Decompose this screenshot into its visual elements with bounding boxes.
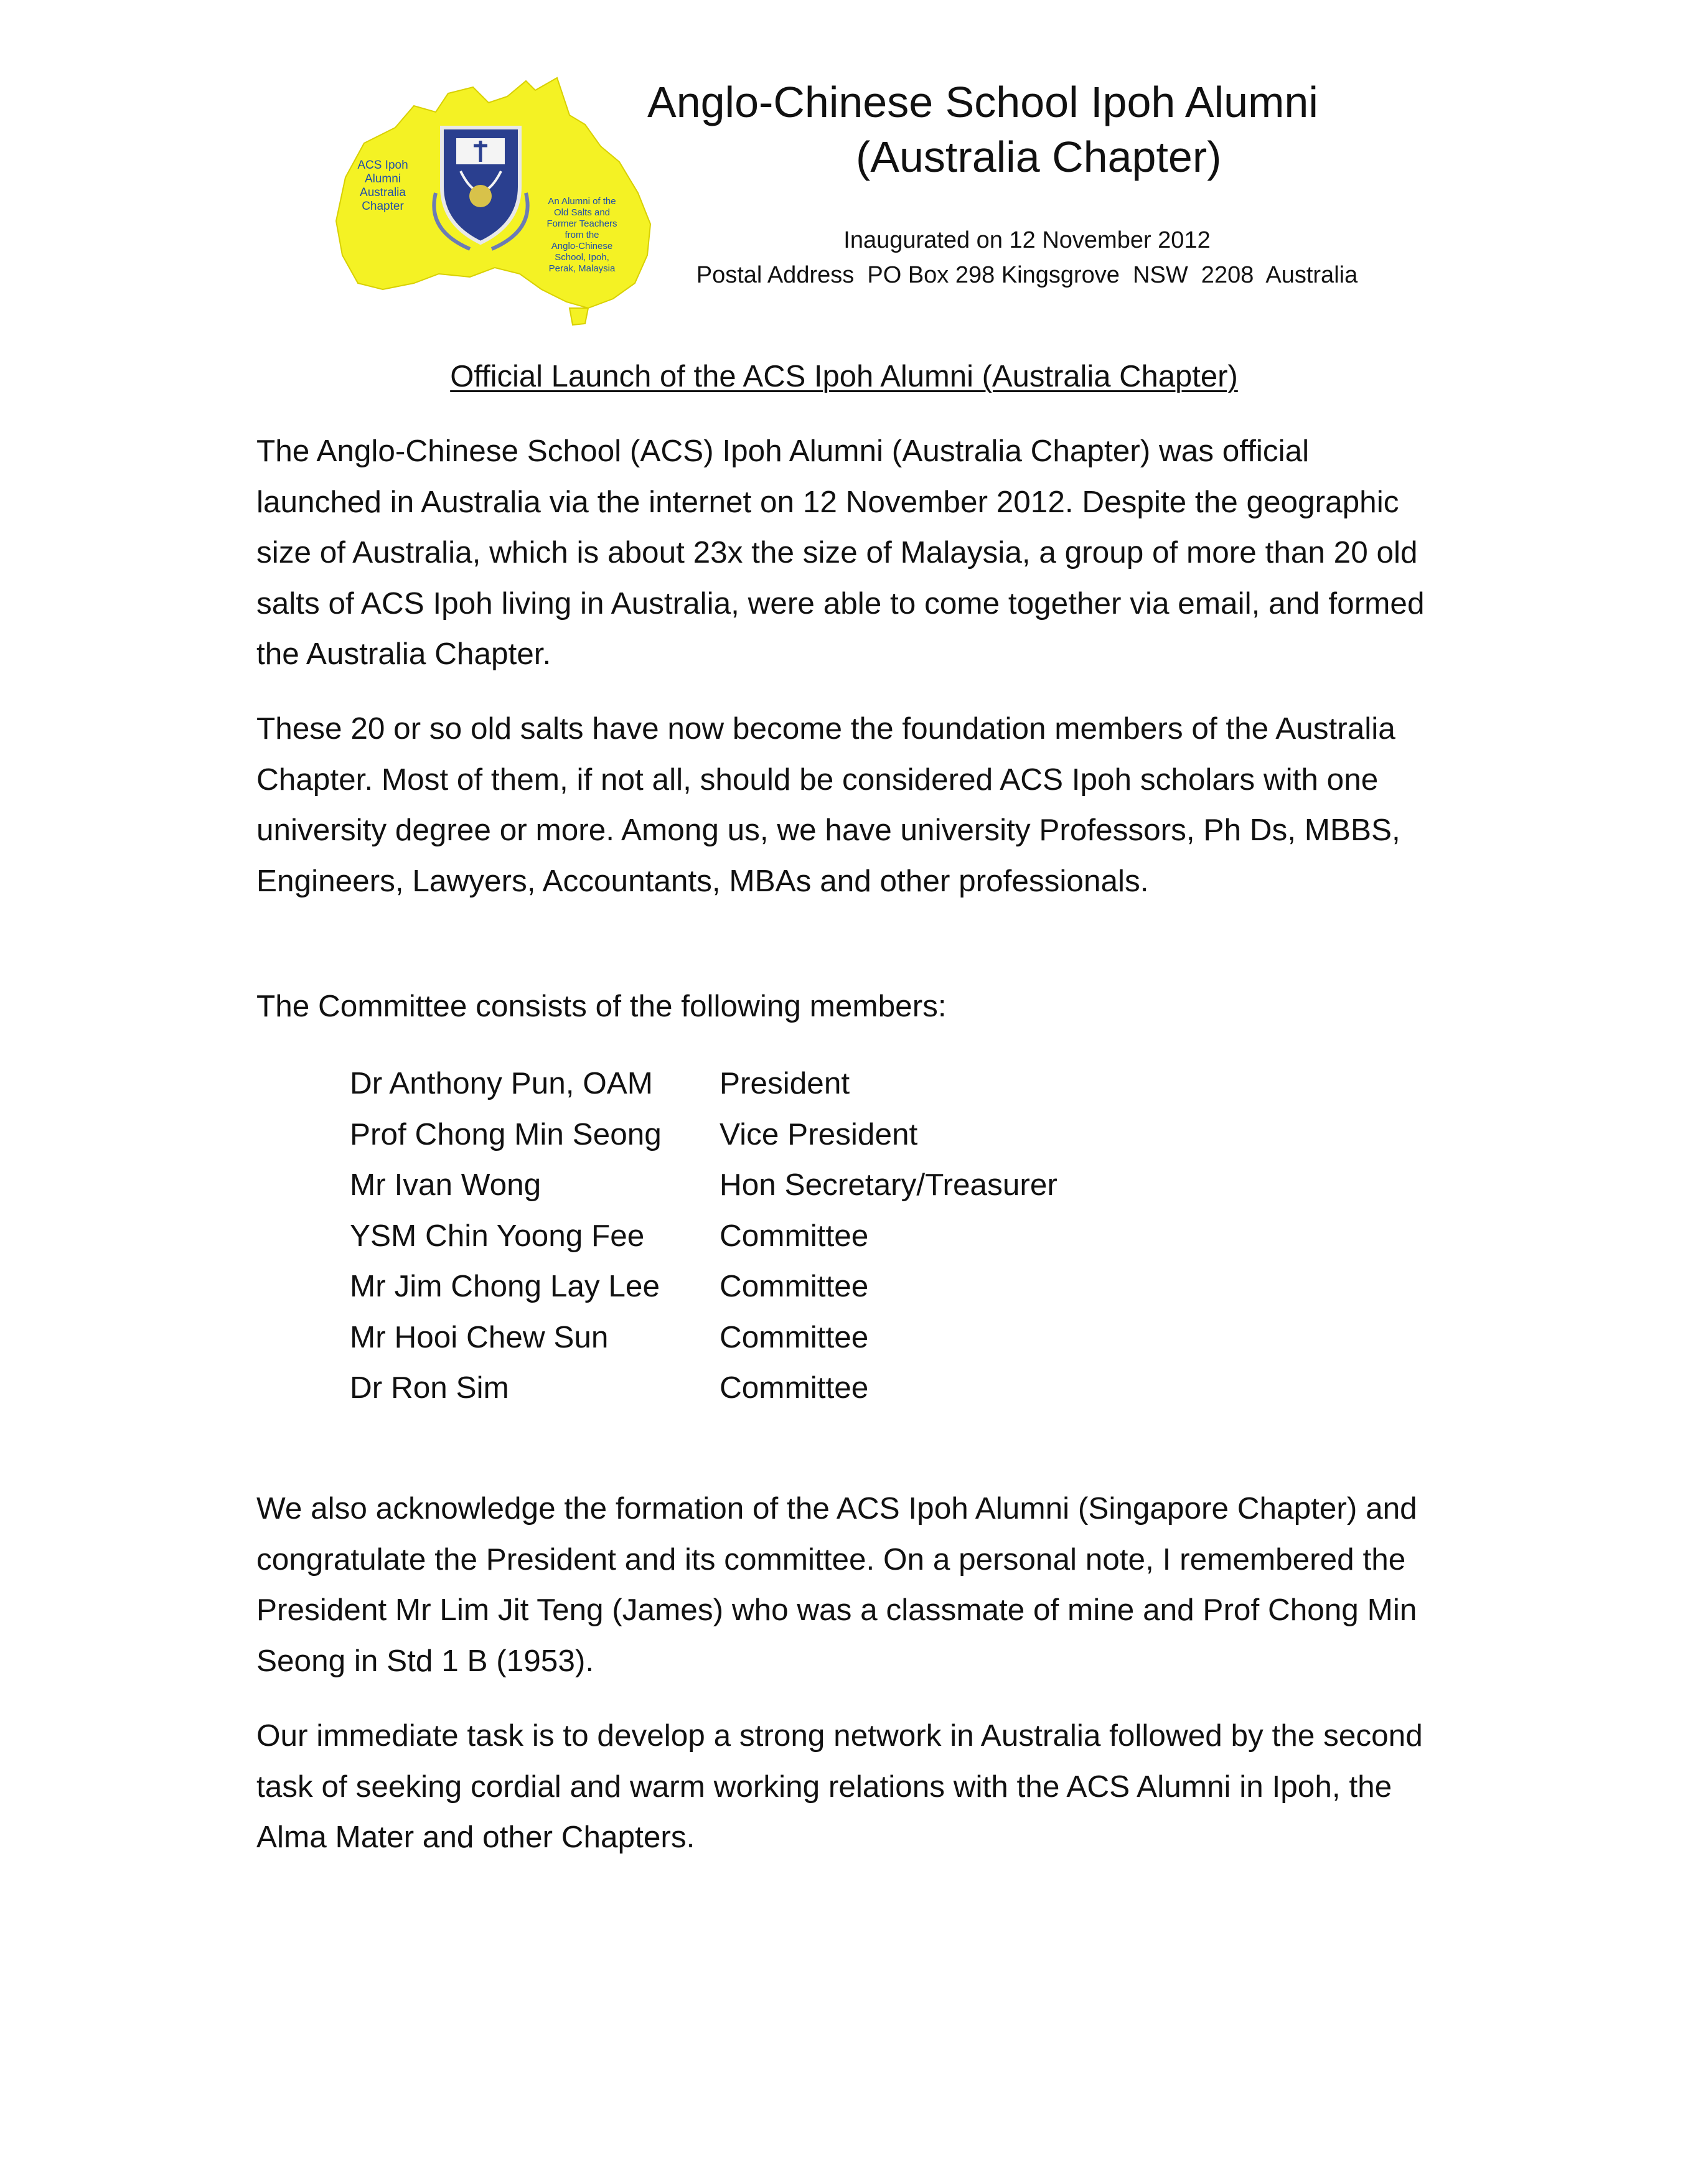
member-name: Mr Jim Chong Lay Lee — [350, 1269, 660, 1303]
member-role: Committee — [720, 1371, 869, 1405]
committee-row — [350, 1160, 1159, 1211]
member-role: President — [720, 1066, 850, 1100]
member-name: YSM Chin Yoong Fee — [350, 1218, 645, 1253]
paragraph-singapore-chapter: We also acknowledge the formation of the ACS Ipoh Alumni (Singapore Chapter) and congratulate the President and its committee. On a personal note, I remembered the President Mr Lim Jit Teng (James) who was a classmate of mine and Prof Chong Min Seong in Std 1 B (1953). — [256, 1491, 1417, 1678]
paragraph-launch: The Anglo-Chinese School (ACS) Ipoh Alumni (Australia Chapter) was official launched in Australia via the internet on 12 November 2012. Despite the geographic size of Australia, which is about 23x the size of Malaysia, a group of more than 20 old salts of ACS Ipoh living in Australia, were able to come together via email, and formed the Australia Chapter. — [256, 434, 1425, 671]
member-role: Committee — [720, 1319, 869, 1354]
member-role: Hon Secretary/Treasurer — [720, 1168, 1057, 1202]
committee-row — [350, 1058, 1159, 1109]
committee-row — [350, 1261, 1159, 1312]
member-role: Committee — [720, 1269, 869, 1303]
logo-caption-left: ACS Ipoh Alumni Australia Chapter — [357, 159, 408, 213]
member-name: Dr Anthony Pun, OAM — [350, 1066, 653, 1100]
organization-title-line2: (Australia Chapter) — [856, 133, 1222, 181]
member-role: Committee — [720, 1218, 869, 1253]
paragraph-immediate-task: Our immediate task is to develop a strong network in Australia followed by the second task of seeking cordial and warm working relations with the ACS Alumni in Ipoh, the Alma Mater and other Chapters. — [256, 1718, 1423, 1854]
logo-caption-right: An Alumni of the Old Salts and Former Teachers from the Anglo-Chinese School, Ipoh, Perak, Malaysia — [546, 196, 617, 274]
committee-row — [350, 1211, 1159, 1262]
organization-info — [622, 223, 1432, 293]
member-role: Vice President — [720, 1117, 918, 1151]
organization-title — [647, 75, 1369, 184]
member-name: Mr Hooi Chew Sun — [350, 1319, 609, 1354]
committee-row — [350, 1362, 1159, 1413]
member-name: Dr Ron Sim — [350, 1371, 509, 1405]
paragraph-committee-intro: The Committee consists of the following members: — [256, 989, 947, 1023]
organization-title-line1: Anglo-Chinese School Ipoh Alumni — [647, 78, 1318, 126]
committee-row — [350, 1312, 1159, 1363]
committee-row — [350, 1109, 1159, 1160]
inaugurated-date: Inaugurated on 12 November 2012 — [843, 227, 1211, 253]
document-heading: Official Launch of the ACS Ipoh Alumni (Australia Chapter) — [450, 360, 1238, 393]
member-name: Prof Chong Min Seong — [350, 1117, 662, 1151]
postal-address: Postal Address PO Box 298 Kingsgrove NSW 2208 Australia — [696, 262, 1358, 288]
committee-list — [350, 1058, 1159, 1413]
paragraph-members: These 20 or so old salts have now become the foundation members of the Australia Chapter. Most of them, if not all, should be considered ACS Ipoh scholars with one university degree or more. Among us, we have university Professors, Ph Ds, MBBS, Engineers, Lawyers, Accountants, MBAs and other professionals. — [256, 711, 1400, 898]
member-name: Mr Ivan Wong — [350, 1168, 542, 1202]
